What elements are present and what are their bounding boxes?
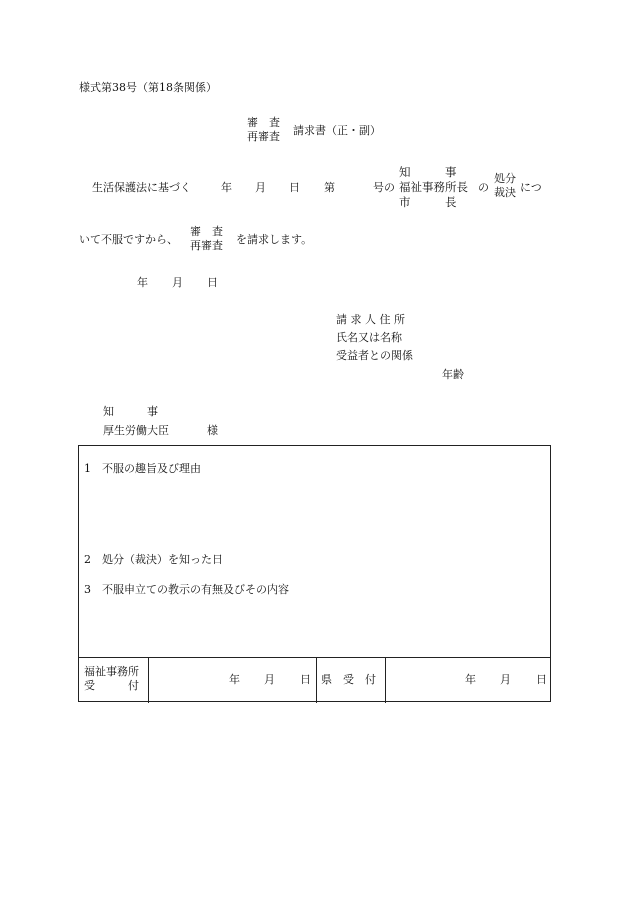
line2-prefix: いて不服ですから、 — [79, 233, 178, 246]
office-receipt-day: 日 — [300, 673, 311, 686]
authority-mayor: 市 長 — [399, 195, 457, 209]
line2-suffix: を請求します。 — [236, 233, 313, 246]
authority-welfare-office: 福祉事務所長 — [399, 180, 468, 194]
addressee-governor: 知 事 — [103, 405, 158, 418]
pref-receipt-label-cell — [316, 658, 386, 703]
item-1-reason: 1 不服の趣旨及び理由 — [84, 462, 201, 475]
pref-receipt-date-cell — [385, 658, 551, 703]
item-3-instruction: 3 不服申立ての教示の有無及びその内容 — [84, 583, 289, 596]
line2-option-review: 審 査 — [190, 225, 223, 238]
form-number: 様式第38号（第18条関係） — [79, 81, 217, 94]
line1-prefix: 生活保護法に基づく — [92, 181, 191, 194]
details-box — [78, 445, 551, 702]
requester-address-label: 請 求 人 住 所 — [336, 313, 405, 326]
authority-options — [399, 165, 468, 210]
line1-dai: 第 — [324, 181, 335, 194]
line1-gou: 号の — [373, 181, 395, 194]
title-options — [247, 116, 280, 144]
item-2-date-known: 2 処分（裁決）を知った日 — [84, 553, 223, 566]
line1-day: 日 — [289, 181, 300, 194]
office-receipt-month: 月 — [264, 673, 275, 686]
requester-age-label: 年齢 — [442, 368, 464, 381]
authority-governor: 知 事 — [399, 165, 457, 179]
requester-relation-label: 受益者との関係 — [336, 349, 413, 362]
pref-receipt-label: 県 受 付 — [321, 673, 376, 686]
pref-receipt-year: 年 — [465, 673, 476, 686]
office-receipt-label-1: 福祉事務所 — [84, 665, 139, 678]
date-year: 年 — [137, 276, 148, 289]
line1-year: 年 — [221, 181, 232, 194]
decision-ruling: 裁決 — [494, 186, 516, 199]
line1-suffix: につ — [520, 181, 542, 194]
date-day: 日 — [207, 276, 218, 289]
date-month: 月 — [172, 276, 183, 289]
title-option-rereview: 再審査 — [247, 130, 280, 143]
line2-options — [190, 225, 223, 253]
receipt-row — [79, 657, 550, 703]
addressee-sama: 様 — [207, 424, 218, 437]
pref-receipt-day: 日 — [536, 673, 547, 686]
line1-no: の — [478, 181, 489, 194]
decision-disposition: 処分 — [494, 172, 516, 185]
line2-option-rereview: 再審査 — [190, 239, 223, 252]
office-receipt-date-cell — [148, 658, 317, 703]
office-receipt-label-2: 受 付 — [84, 679, 139, 692]
requester-name-label: 氏名又は名称 — [336, 331, 402, 344]
line1-month: 月 — [255, 181, 266, 194]
title-suffix: 請求書（正・副） — [293, 124, 381, 137]
decision-options — [494, 172, 516, 200]
title-option-review: 審 査 — [247, 116, 280, 129]
office-receipt-label-cell — [79, 658, 148, 703]
pref-receipt-month: 月 — [500, 673, 511, 686]
office-receipt-year: 年 — [229, 673, 240, 686]
addressee-minister: 厚生労働大臣 — [103, 424, 169, 437]
